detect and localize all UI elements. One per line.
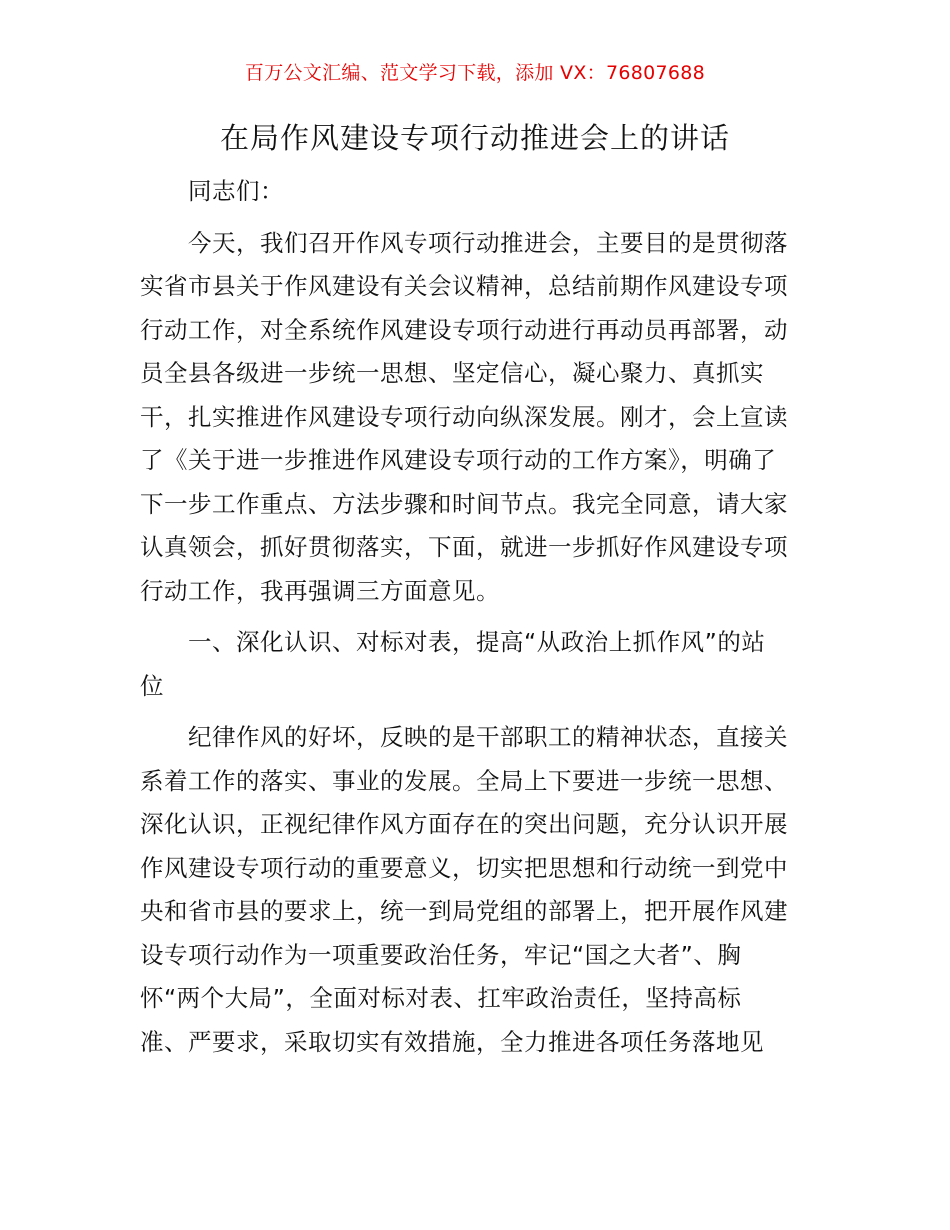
paragraph-line: 认真领会，抓好贯彻落实，下面，就进一步抓好作风建设专项 — [140, 533, 788, 561]
paragraph-line: 了《关于进一步推进作风建设专项行动的工作方案》，明确了 — [140, 446, 777, 474]
paragraph-line: 深化认识，正视纪律作风方面存在的突出问题，充分认识开展 — [140, 810, 788, 838]
paragraph-line: 设专项行动作为一项重要政治任务，牢记“国之大者”、胸 — [140, 940, 742, 969]
paragraph-line: 行动工作，我再强调三方面意见。 — [140, 576, 500, 605]
salutation: 同志们： — [188, 177, 284, 205]
header-watermark-note: 百万公文汇编、范文学习下载，添加 VX：76807688 — [244, 62, 706, 84]
paragraph-line: 作风建设专项行动的重要意义，切实把思想和行动统一到党中 — [140, 853, 788, 882]
paragraph-line: 央和省市县的要求上，统一到局党组的部署上，把开展作风建 — [140, 897, 788, 925]
paragraph-line: 员全县各级进一步统一思想、坚定信心，凝心聚力、真抓实 — [140, 359, 764, 387]
paragraph-line: 今天，我们召开作风专项行动推进会，主要目的是贯彻落 — [188, 228, 788, 257]
section-heading: 位 — [140, 671, 164, 700]
paragraph-line: 准、严要求，采取切实有效措施，全力推进各项任务落地见 — [140, 1027, 764, 1056]
paragraph-line: 行动工作，对全系统作风建设专项行动进行再动员再部署，动 — [140, 315, 788, 344]
paragraph-line: 怀“两个大局”，全面对标对表、扛牢政治责任，坚持高标 — [140, 984, 742, 1012]
section-heading: 一、深化认识、对标对表，提高“从政治上抓作风”的站 — [188, 628, 766, 656]
document-title: 在局作风建设专项行动推进会上的讲话 — [219, 121, 730, 155]
paragraph-line: 纪律作风的好坏，反映的是干部职工的精神状态，直接关 — [188, 723, 788, 751]
paragraph-line: 干，扎实推进作风建设专项行动向纵深发展。刚才，会上宣读 — [140, 402, 788, 431]
document-body — [140, 170, 812, 1064]
paragraph-line: 下一步工作重点、方法步骤和时间节点。我完全同意，请大家 — [140, 489, 788, 518]
paragraph-line: 系着工作的落实、事业的发展。全局上下要进一步统一思想、 — [140, 766, 788, 795]
paragraph-line: 实省市县关于作风建设有关会议精神，总结前期作风建设专项 — [140, 272, 788, 300]
